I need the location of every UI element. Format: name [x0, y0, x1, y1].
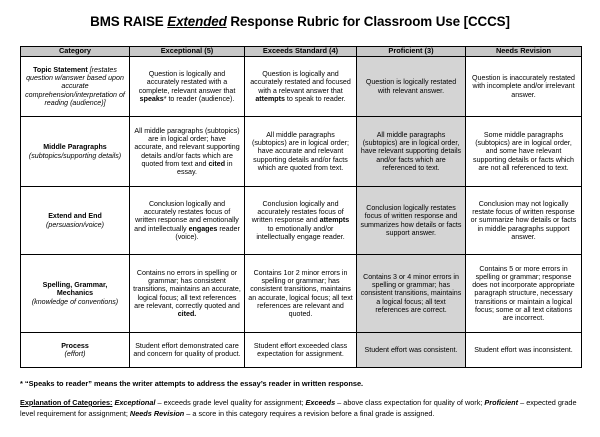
cell-proficient: Student effort was consistent. [357, 333, 466, 368]
cell-emphasis: attempts [255, 94, 285, 103]
cell-exceeds [245, 57, 357, 117]
category-subtitle: (effort) [64, 350, 86, 358]
cell-proficient: Question is logically restated with relevant answer. [357, 57, 466, 117]
def-needs-revision: – a score in this category requires a revision before a final grade is assigned. [184, 408, 435, 418]
cell-text: reader (voice). [175, 224, 240, 241]
category-subtitle: [restates question w/answer based upon accurate comprehension/interpretation of reading (audience)] [25, 65, 125, 107]
cell-emphasis: cited. [177, 309, 197, 318]
cell-exceptional [130, 117, 245, 187]
title-emphasis: Extended [167, 14, 227, 29]
def-exceeds: – above class expectation for quality of work; [335, 398, 485, 407]
header-needs-revision: Needs Revision [466, 47, 582, 57]
cell-text: to emotionally and/or intellectually engage reader. [256, 224, 345, 241]
category-title: Extend and End [48, 212, 102, 221]
cell-proficient: Contains 3 or 4 minor errors in spelling or grammar; has consistent transitions, maintains a logical focus; all text references are correct. [357, 255, 466, 333]
category-title: Topic Statement [33, 65, 88, 74]
cell-needs-revision: Contains 5 or more errors in spelling or grammar; response does not incorporate appropriate paragraph structure, necessary transitions or maintain a logical focus; some or all text citations are incorrect. [466, 255, 582, 333]
cell-needs-revision: Conclusion may not logically restate focus of written response or summarize how details or facts in middle paragraphs support answer. [466, 187, 582, 255]
cell-text: Question is logically and accurately restated and focused with a relevant answer that [250, 70, 351, 95]
cell-emphasis: attempts [319, 216, 350, 225]
table-row [21, 187, 582, 255]
table-row [21, 333, 582, 368]
row-category-topic [21, 57, 130, 117]
cell-emphasis: cited [208, 159, 226, 168]
cell-needs-revision: Some middle paragraphs (subtopics) are in logical order, and some have relevant supporting details or facts which are not all referenced to text. [466, 117, 582, 187]
title-suffix: Response Rubric for Classroom Use [CCCS] [226, 14, 510, 29]
category-explanation [20, 398, 585, 419]
term-proficient: Proficient [484, 398, 519, 407]
cell-text: Contains no errors in spelling or grammar; has consistent transitions, maintains an accurate, logical focus; all text references are relevant, correctly quoted and [133, 268, 241, 310]
cell-emphasis: engages [188, 224, 218, 233]
cell-exceptional: Student effort demonstrated care and concern for quality of product. [130, 333, 245, 368]
cell-emphasis: speaks [139, 94, 164, 103]
header-exceptional: Exceptional (5) [130, 47, 245, 57]
rubric-table [20, 46, 582, 368]
page-title [0, 14, 600, 29]
cell-exceeds: All middle paragraphs (subtopics) are in logical order; have accurate and relevant supporting details and/or facts which are quoted from text. [245, 117, 357, 187]
row-category-spelling [21, 255, 130, 333]
cell-needs-revision: Student effort was inconsistent. [466, 333, 582, 368]
cell-proficient: Conclusion logically restates focus of written response and summarizes how details or facts support answer. [357, 187, 466, 255]
cell-exceeds [245, 187, 357, 255]
cell-exceptional [130, 187, 245, 255]
cell-needs-revision: Question is inaccurately restated with incomplete and/or irrelevant answer. [466, 57, 582, 117]
cell-text: Conclusion logically and accurately restates focus of written response and [251, 199, 344, 225]
row-category-extend [21, 187, 130, 255]
cell-text: to speak to reader. [284, 94, 346, 103]
cell-text: in essay. [177, 159, 233, 176]
category-subtitle: (persuasion/voice) [46, 220, 104, 229]
cell-exceeds: Contains 1or 2 minor errors in spelling or grammar; has consistent transitions, maintains an accurate, logical focus; all text references are relevant and quoted. [245, 255, 357, 333]
category-title: Spelling, Grammar, Mechanics [42, 281, 108, 298]
term-needs-revision: Needs Revision [129, 408, 185, 418]
header-proficient: Proficient (3) [357, 47, 466, 57]
header-exceeds: Exceeds Standard (4) [245, 47, 357, 57]
category-subtitle: (knowledge of conventions) [31, 297, 119, 306]
cell-exceeds: Student effort exceeded class expectation for assignment. [245, 333, 357, 368]
header-row [21, 47, 582, 57]
category-title: Process [61, 341, 89, 350]
row-category-middle [21, 117, 130, 187]
header-category: Category [21, 47, 130, 57]
table-row [21, 57, 582, 117]
term-exceptional: Exceptional [114, 398, 156, 407]
title-prefix: BMS RAISE [90, 14, 168, 29]
row-category-process [21, 333, 130, 368]
table-row [21, 255, 582, 333]
def-proficient: – expected grade level requirement for assignment; [20, 398, 577, 418]
explanation-label: Explanation of Categories: [20, 398, 113, 407]
category-title: Middle Paragraphs [43, 143, 107, 152]
category-subtitle: (subtopics/supporting details) [28, 151, 122, 160]
cell-exceptional [130, 255, 245, 333]
cell-text: Conclusion logically and accurately restates focus of written response and emotionally and intellectually [134, 199, 239, 233]
cell-proficient: All middle paragraphs (subtopics) are in logical order, have relevant supporting details and/or facts which are referenced to text. [357, 117, 466, 187]
footnote: * “Speaks to reader” means the writer attempts to address the essay’s reader in written response. [20, 379, 364, 388]
def-exceptional: – exceeds grade level quality for assignment; [155, 398, 306, 407]
cell-text: All middle paragraphs (subtopics) are in logical order; have accurate, and relevant supporting details and/or facts which are quoted from text and [134, 126, 240, 168]
term-exceeds: Exceeds [305, 398, 336, 407]
cell-text: Question is logically and accurately restated with a complete, relevant answer that [138, 70, 236, 95]
cell-exceptional [130, 57, 245, 117]
table-row [21, 117, 582, 187]
cell-text: * to reader (audience). [163, 94, 235, 103]
